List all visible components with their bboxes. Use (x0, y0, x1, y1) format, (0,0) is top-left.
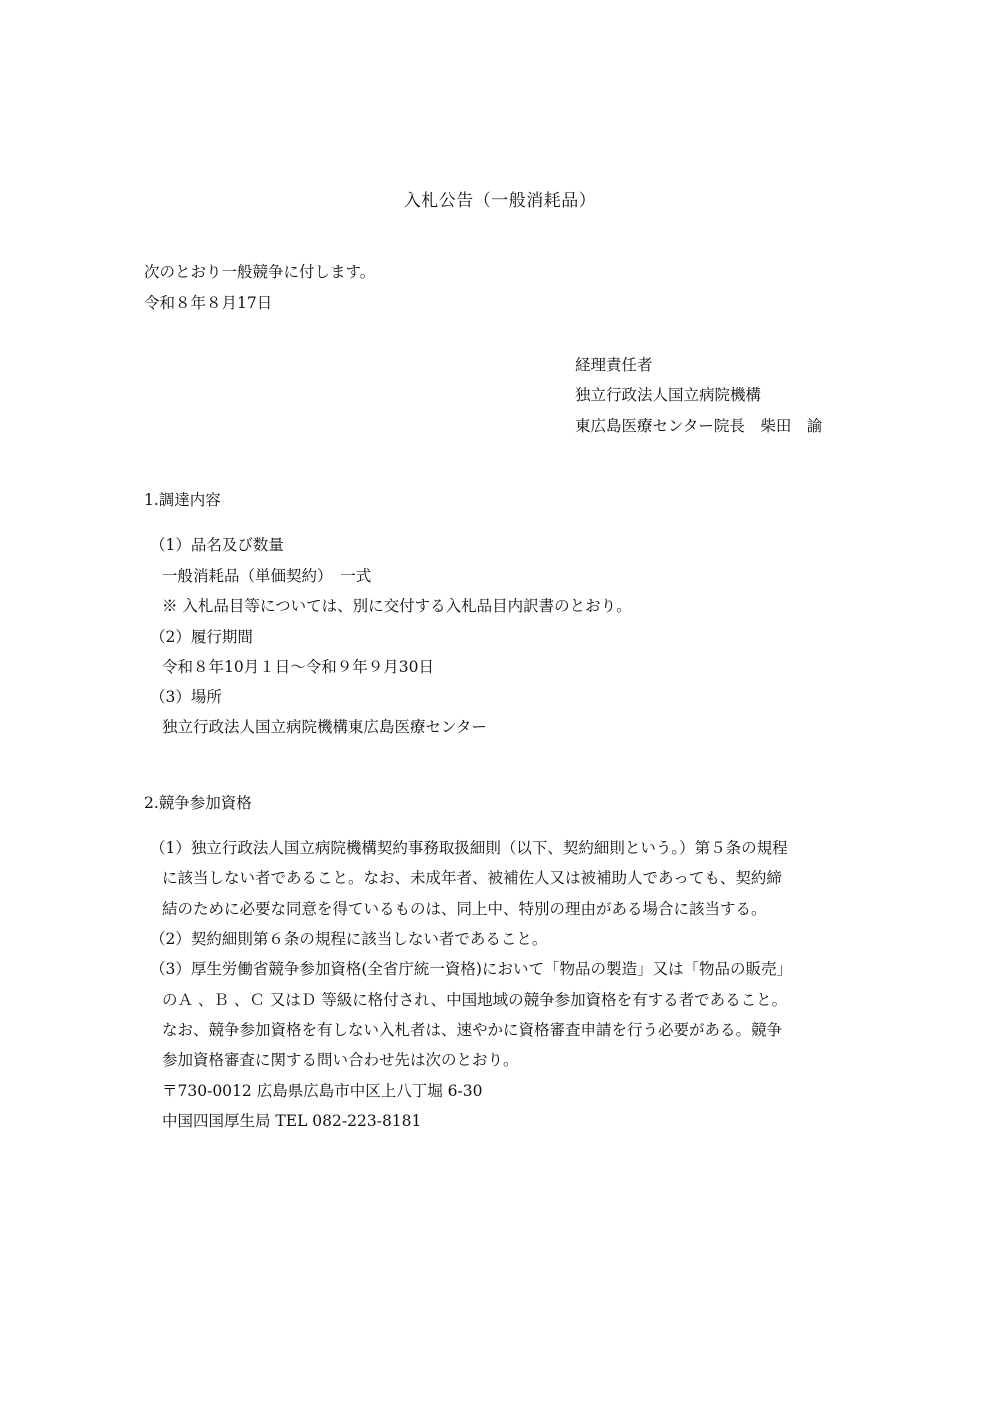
section2-item3-line: 参加資格審査に関する問い合わせ先は次のとおり。 (162, 1051, 519, 1069)
section1-heading: 1.調達内容 (144, 491, 221, 509)
section1-item1-heading: （1）品名及び数量 (150, 536, 284, 554)
section2-item2-line: （2）契約細則第６条の規程に該当しない者であること。 (150, 930, 548, 948)
section2-item3-line: （3）厚生労働省競争参加資格(全省庁統一資格)において「物品の製造」又は「物品の販売」 (150, 960, 792, 978)
signature-position-name: 東広島医療センター院長 柴田 諭 (575, 417, 823, 435)
section1-item3-heading: （3）場所 (150, 688, 222, 706)
contact-office-phone: 中国四国厚生局 TEL 082-223-8181 (162, 1112, 422, 1130)
document-title: 入札公告（一般消耗品） (403, 191, 597, 211)
section2-item1-line: に該当しない者であること。なお、未成年者、被補佐人又は被補助人であっても、契約締 (162, 869, 782, 887)
section2-item1-line: （1）独立行政法人国立病院機構契約事務取扱細則（以下、契約細則という。）第５条の規程 (150, 839, 788, 857)
section1-item1-text: 一般消耗品（単価契約） 一式 (162, 567, 372, 585)
intro-text: 次のとおり一般競争に付します。 (144, 263, 376, 281)
section2-heading: 2.競争参加資格 (144, 794, 252, 812)
signature-organization: 独立行政法人国立病院機構 (575, 386, 762, 404)
section2-item3-line: なお、競争参加資格を有しない入札者は、速やかに資格審査申請を行う必要がある。競争 (162, 1021, 783, 1039)
signature-role: 経理責任者 (575, 356, 653, 374)
section2-item1-line: 結のために必要な同意を得ているものは、同上中、特別の理由がある場合に該当する。 (162, 900, 767, 918)
section1-item2-heading: （2）履行期間 (150, 628, 253, 646)
contact-address: 〒730-0012 広島県広島市中区上八丁堀 6-30 (162, 1082, 483, 1100)
section2-item3-line: のＡ 、Ｂ 、Ｃ 又はＤ 等級に格付され、中国地域の競争参加資格を有する者であること。 (162, 991, 788, 1009)
section1-item3-text: 独立行政法人国立病院機構東広島医療センター (162, 718, 487, 736)
section1-item1-note: ※ 入札品目等については、別に交付する入札品目内訳書のとおり。 (162, 597, 632, 615)
section1-item2-text: 令和８年10月１日～令和９年９月30日 (162, 658, 434, 676)
notice-date: 令和８年８月17日 (144, 294, 273, 312)
